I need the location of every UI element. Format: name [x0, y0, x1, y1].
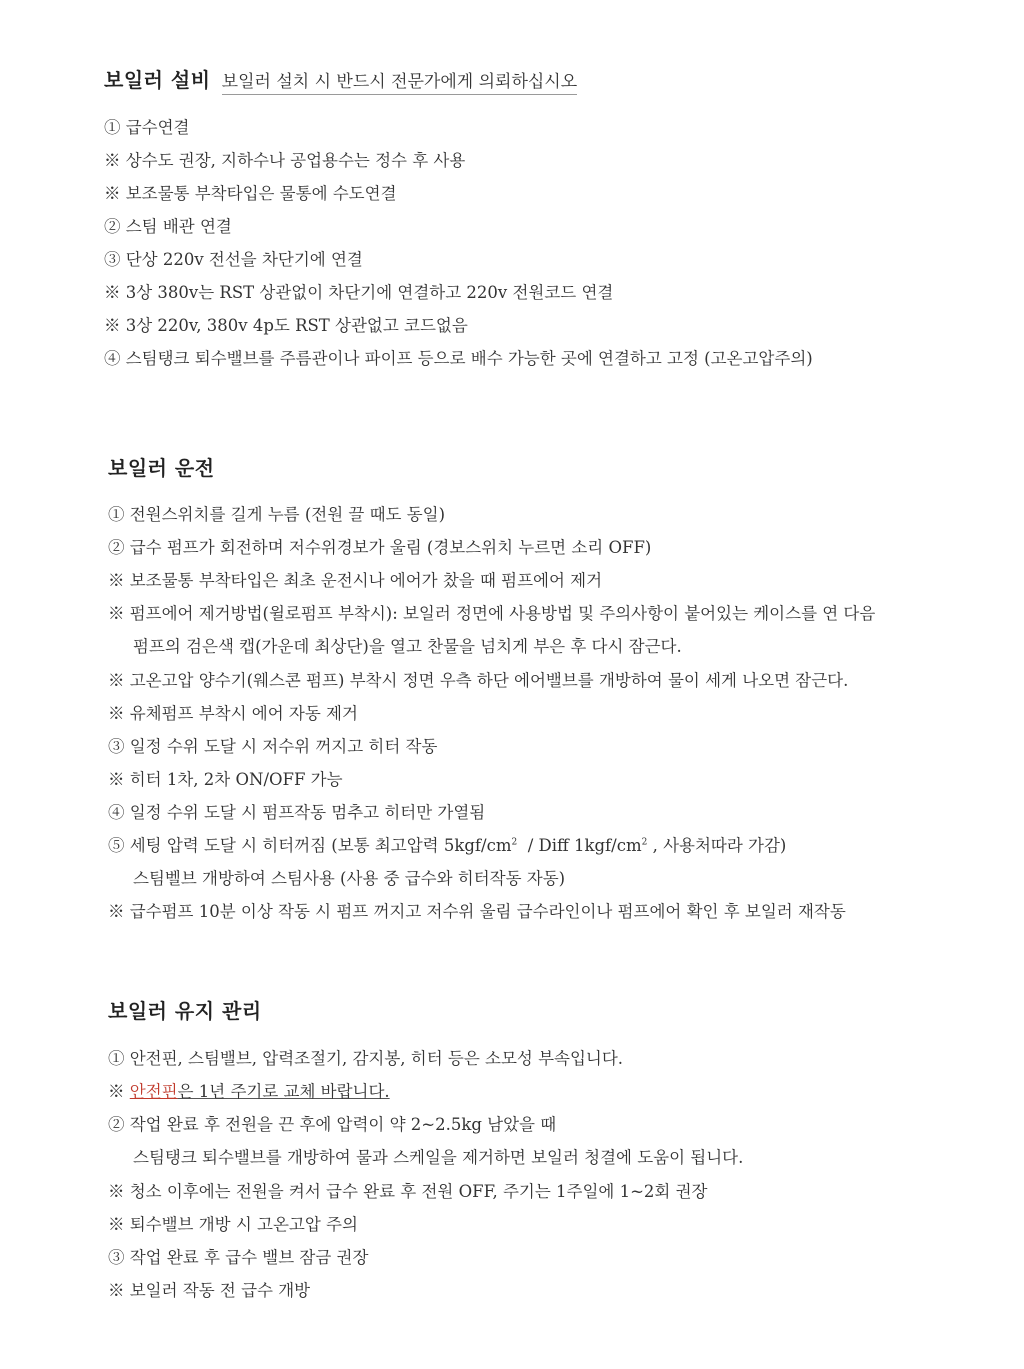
maintenance-line-4: 스팀탱크 퇴수밸브를 개방하여 물과 스케일을 제거하면 보일러 청결에 도움이 됩니다.: [133, 1148, 744, 1167]
install-title: 보일러 설비: [104, 68, 211, 92]
install-line-6: ※ 3상 380v는 RST 상관없이 차단기에 연결하고 220v 전원코드 연결: [104, 283, 614, 302]
install-line-4: ② 스팀 배관 연결: [104, 217, 232, 236]
install-line-8: ④ 스팀탱크 퇴수밸브를 주름관이나 파이프 등으로 배수 가능한 곳에 연결하고 고정 (고온고압주의): [104, 349, 813, 368]
operation-line-11-b: / Diff 1kgf/cm: [517, 836, 642, 855]
operation-line-3: ※ 보조물통 부착타입은 최초 운전시나 에어가 찼을 때 펌프에어 제거: [108, 571, 603, 590]
maintenance-title: 보일러 유지 관리: [108, 999, 262, 1023]
operation-line-1: ① 전원스위치를 길게 누름 (전원 끌 때도 동일): [108, 505, 446, 524]
operation-line-2: ② 급수 펌프가 회전하며 저수위경보가 울림 (경보스위치 누르면 소리 OFF): [108, 538, 652, 557]
operation-heading-row: [108, 452, 215, 481]
install-line-1: ① 급수연결: [104, 118, 190, 137]
operation-line-11: [108, 834, 786, 858]
operation-line-8: ③ 일정 수위 도달 시 저수위 꺼지고 히터 작동: [108, 737, 438, 756]
install-heading-row: [104, 64, 577, 93]
operation-line-9: ※ 히터 1차, 2차 ON/OFF 가능: [108, 770, 343, 789]
maintenance-line-1: ① 안전핀, 스팀밸브, 압력조절기, 감지봉, 히터 등은 소모성 부속입니다.: [108, 1049, 624, 1068]
maintenance-line-3: ② 작업 완료 후 전원을 끈 후에 압력이 약 2~2.5kg 남았을 때: [108, 1115, 557, 1134]
install-line-2: ※ 상수도 권장, 지하수나 공업용수는 정수 후 사용: [104, 151, 466, 170]
superscript-2: 2: [511, 837, 518, 848]
maintenance-line-7: ③ 작업 완료 후 급수 밸브 잠금 권장: [108, 1248, 369, 1267]
operation-line-10: ④ 일정 수위 도달 시 펌프작동 멈추고 히터만 가열됨: [108, 803, 486, 822]
superscript-2: 2: [641, 837, 648, 848]
safety-pin-highlight: 안전핀: [129, 1082, 178, 1101]
maintenance-line-8: ※ 보일러 작동 전 급수 개방: [108, 1281, 311, 1300]
maintenance-heading-row: [108, 995, 262, 1024]
maintenance-line-2-rest: 은 1년 주기로 교체 바랍니다.: [177, 1082, 390, 1101]
operation-line-7: ※ 유체펌프 부착시 에어 자동 제거: [108, 704, 358, 723]
operation-title: 보일러 운전: [108, 456, 215, 480]
maintenance-line-2: [108, 1080, 390, 1104]
operation-line-4: ※ 펌프에어 제거방법(윌로펌프 부착시): 보일러 정면에 사용방법 및 주의사항이 붙어있는 케이스를 연 다음: [108, 604, 876, 623]
install-line-3: ※ 보조물통 부착타입은 물통에 수도연결: [104, 184, 397, 203]
operation-line-5: 펌프의 검은색 캡(가운데 최상단)을 열고 찬물을 넘치게 부은 후 다시 잠근다.: [133, 637, 682, 656]
install-line-5: ③ 단상 220v 전선을 차단기에 연결: [104, 250, 363, 269]
operation-line-12: 스팀벨브 개방하여 스팀사용 (사용 중 급수와 히터작동 자동): [133, 869, 566, 888]
operation-line-11-c: , 사용처따라 가감): [647, 836, 787, 855]
install-line-7: ※ 3상 220v, 380v 4p도 RST 상관없고 코드없음: [104, 316, 468, 335]
maintenance-line-2-prefix: ※: [108, 1082, 130, 1101]
operation-line-11-a: ⑤ 세팅 압력 도달 시 히터꺼짐 (보통 최고압력 5kgf/cm: [108, 836, 512, 855]
operation-line-6: ※ 고온고압 양수기(웨스콘 펌프) 부착시 정면 우측 하단 에어밸브를 개방하여 물이 세게 나오면 잠근다.: [108, 671, 849, 690]
maintenance-line-5: ※ 청소 이후에는 전원을 켜서 급수 완료 후 전원 OFF, 주기는 1주일에 1~2회 권장: [108, 1182, 708, 1201]
install-subtitle: 보일러 설치 시 반드시 전문가에게 의뢰하십시오: [222, 72, 577, 95]
maintenance-line-6: ※ 퇴수밸브 개방 시 고온고압 주의: [108, 1215, 358, 1234]
operation-line-13: ※ 급수펌프 10분 이상 작동 시 펌프 꺼지고 저수위 울림 급수라인이나 펌프에어 확인 후 보일러 재작동: [108, 902, 846, 921]
